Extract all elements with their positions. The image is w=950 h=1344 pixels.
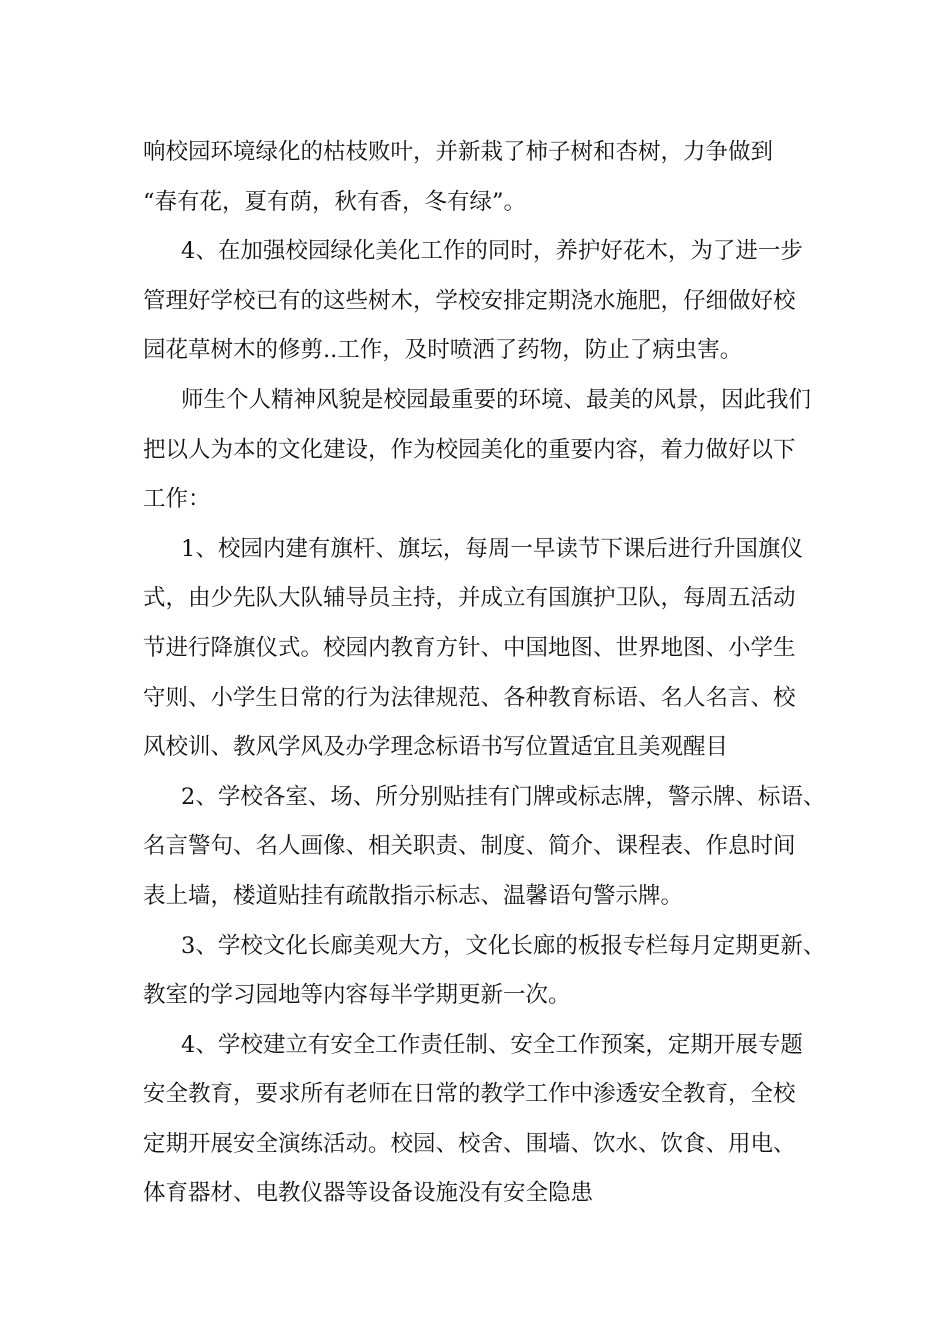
text-line: 风校训、教风学风及办学理念标语书写位置适宜且美观醒目 — [143, 734, 729, 761]
text-line: 4、在加强校园绿化美化工作的同时，养护好花木，为了进一步 — [181, 238, 803, 265]
text-line: 响校园环境绿化的枯枝败叶，并新栽了柿子树和杏树，力争做到 — [143, 139, 774, 165]
text-line: 式，由少先队大队辅导员主持，并成立有国旗护卫队，每周五活动 — [143, 585, 796, 612]
text-line: 表上墙，楼道贴挂有疏散指示标志、温馨语句警示牌。 — [143, 882, 684, 909]
text-line: 体育器材、电教仪器等设备设施没有安全隐患 — [143, 1180, 594, 1207]
text-line: 名言警句、名人画像、相关职责、制度、简介、课程表、作息时间 — [143, 833, 796, 860]
text-line: 定期开展安全演练活动。校园、校舍、围墙、饮水、饮食、用电、 — [143, 1130, 796, 1157]
text-line: 4、学校建立有安全工作责任制、安全工作预案，定期开展专题 — [181, 1031, 803, 1058]
text-line: 守则、小学生日常的行为法律规范、各种教育标语、名人名言、校 — [143, 684, 796, 711]
text-line: 工作： — [143, 486, 211, 513]
text-line: 教室的学习园地等内容每半学期更新一次。 — [143, 982, 571, 1009]
text-line: 1、校园内建有旗杆、旗坛，每周一早读节下课后进行升国旗仪 — [181, 535, 803, 562]
text-line: 2、学校各室、场、所分别贴挂有门牌或标志牌，警示牌、标语、 — [181, 783, 826, 810]
text-line: 把以人为本的文化建设，作为校园美化的重要内容，着力做好以下 — [143, 436, 796, 463]
text-line: 安全教育，要求所有老师在日常的教学工作中渗透安全教育，全校 — [143, 1081, 796, 1108]
text-line: 园花草树木的修剪..工作，及时喷洒了药物，防止了病虫害。 — [143, 337, 743, 364]
document-body — [143, 128, 826, 1219]
text-line: 师生个人精神风貌是校园最重要的环境、最美的风景，因此我们 — [181, 386, 812, 413]
text-line: “春有花，夏有荫，秋有香，冬有绿”。 — [143, 188, 527, 215]
text-line: 3、学校文化长廊美观大方，文化长廊的板报专栏每月定期更新、 — [181, 932, 826, 959]
text-line: 管理好学校已有的这些树木，学校安排定期浇水施肥，仔细做好校 — [143, 287, 796, 314]
text-line: 节进行降旗仪式。校园内教育方针、中国地图、世界地图、小学生 — [143, 634, 796, 661]
